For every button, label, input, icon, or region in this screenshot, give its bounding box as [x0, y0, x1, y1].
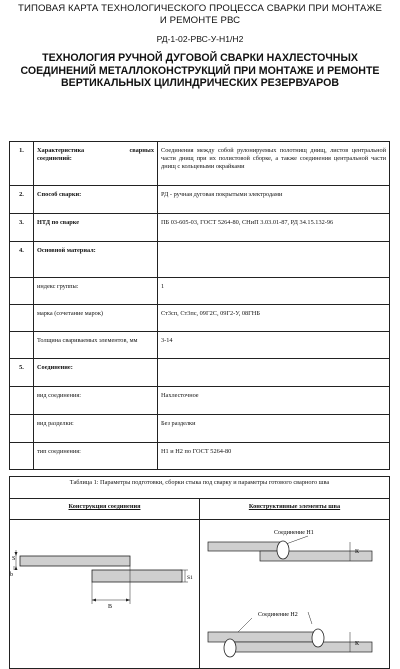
- h2-k-label: К: [355, 641, 360, 647]
- h2-lower-plate: [230, 642, 372, 652]
- dim-b-label: b: [10, 572, 13, 578]
- construction-sketch-cell: [10, 520, 200, 669]
- weld-elements-cell: [200, 520, 390, 669]
- dim-s-label: S: [12, 556, 16, 562]
- document-heading: ТЕХНОЛОГИЯ РУЧНОЙ ДУГОВОЙ СВАРКИ НАХЛЕСТОЧНЫХ СОЕДИНЕНИЙ МЕТАЛЛОКОНСТРУКЦИЙ ПРИ МОНТАЖЕ И РЕМОНТЕ ВЕРТИКАЛЬНЫХ ЦИЛИНДРИЧЕСКИХ РЕЗЕРВУАРОВ: [20, 52, 380, 89]
- row-label: вид разделки:: [34, 415, 158, 443]
- spec-row-5c: [10, 443, 390, 470]
- row-value: [158, 242, 390, 278]
- spec-row-5b: [10, 415, 390, 443]
- h2-title: Соединение Н2: [258, 612, 298, 618]
- row-value: ПБ 03-605-03, ГОСТ 5264-80, СНиП 3.03.01-87, РД 34.15.132-96: [158, 214, 390, 242]
- row-label: индекс группы:: [34, 278, 158, 305]
- spec-row-5a: [10, 387, 390, 415]
- spec-table: [9, 141, 390, 470]
- upper-plate: [20, 556, 130, 566]
- h2-weld-bead-left: [224, 639, 236, 657]
- row-label: НТД по сварке: [34, 214, 158, 242]
- spec-row-5: [10, 359, 390, 387]
- row-number: 5.: [10, 359, 34, 387]
- dim-s1-label: S1: [187, 575, 193, 581]
- spec-row-2: [10, 186, 390, 214]
- row-value: Нахлесточное: [158, 387, 390, 415]
- spec-row-4c: [10, 332, 390, 359]
- row-label: Способ сварки:: [34, 186, 158, 214]
- row-value: Без разделки: [158, 415, 390, 443]
- spec-row-4b: [10, 305, 390, 332]
- row-label: Соединение:: [34, 359, 158, 387]
- row-value: Н1 и Н2 по ГОСТ 5264-80: [158, 443, 390, 470]
- lower-plate: [92, 570, 182, 582]
- row-number: 1.: [10, 142, 34, 186]
- spec-row-4: [10, 242, 390, 278]
- dim-width-label: В: [108, 604, 113, 610]
- row-value: РД - ручная дуговая покрытыми электродами: [158, 186, 390, 214]
- col-header-construction: Конструкция соединения: [10, 499, 200, 520]
- table1-caption: Таблица 1: Параметры подготовки, сборки стыка под сварку и параметры готового сварного шва: [9, 476, 390, 498]
- row-value: Соединения между собой рулонируемых полотнищ днищ, листов центральной части днищ при их полистовой сборке, а также соединения центральной части днищ с кольцевыми окрайками: [158, 142, 390, 186]
- row-label: вид соединения:: [34, 387, 158, 415]
- spec-row-1: [10, 142, 390, 186]
- document-code: РД-1-02-РВС-У-Н1/Н2: [156, 34, 244, 44]
- sketch-table: [9, 498, 390, 669]
- h1-title: Соединение Н1: [274, 530, 314, 536]
- document-title: ТИПОВАЯ КАРТА ТЕХНОЛОГИЧЕСКОГО ПРОЦЕССА СВАРКИ ПРИ МОНТАЖЕ И РЕМОНТЕ РВС: [18, 3, 382, 26]
- row-label: Толщина свариваемых элементов, мм: [34, 332, 158, 359]
- row-number: 2.: [10, 186, 34, 214]
- col-header-elements: Конструктивные элементы шва: [200, 499, 390, 520]
- row-value: 1: [158, 278, 390, 305]
- spec-row-3: [10, 214, 390, 242]
- row-number: 3.: [10, 214, 34, 242]
- weld-elements-drawing: [200, 520, 390, 666]
- h1-upper-plate: [208, 542, 282, 551]
- row-number: 4.: [10, 242, 34, 278]
- row-label: тип соединения:: [34, 443, 158, 470]
- row-value: Ст3сп, Ст3пс, 09Г2С, 09Г2-У, 08ГНБ: [158, 305, 390, 332]
- h2-weld-bead-right: [312, 629, 324, 647]
- row-label: Основной материал:: [34, 242, 158, 278]
- spec-row-4a: [10, 278, 390, 305]
- lap-joint-drawing: [10, 520, 200, 666]
- row-label: Характеристика сварных соединений:: [34, 142, 158, 186]
- row-value: [158, 359, 390, 387]
- h1-k-label: К: [355, 549, 360, 555]
- row-label: марка (сочетание марок): [34, 305, 158, 332]
- h2-upper-plate: [208, 632, 318, 642]
- row-value: 3-14: [158, 332, 390, 359]
